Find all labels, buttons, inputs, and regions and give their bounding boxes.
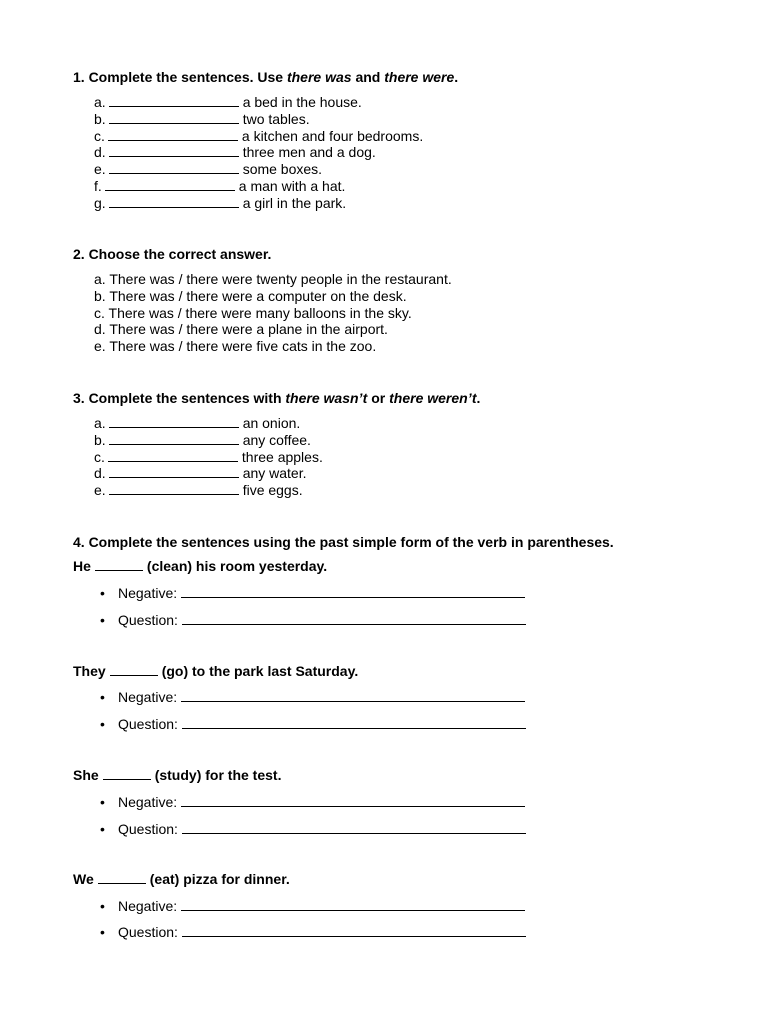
- negative-row: [100, 793, 525, 811]
- section-1-title-before: 1. Complete the sentences. Use: [73, 69, 287, 85]
- item-text: three apples.: [241, 448, 323, 465]
- stem-rest: (eat) pizza for dinner.: [149, 871, 290, 887]
- item-letter: c.: [94, 127, 105, 144]
- stem-subject: We: [73, 871, 94, 887]
- verb-blank[interactable]: [110, 663, 158, 676]
- answer-blank[interactable]: [109, 482, 239, 495]
- list-item: [94, 111, 423, 128]
- item-letter: b.: [94, 110, 106, 127]
- section-2-list: [94, 271, 452, 355]
- item-text: three men and a dog.: [242, 144, 376, 161]
- answer-blank[interactable]: [109, 195, 239, 208]
- question-row: [100, 611, 526, 629]
- item-letter: e.: [94, 161, 106, 178]
- stem-subject: He: [73, 558, 91, 574]
- item-letter: f.: [94, 177, 102, 194]
- bullet: •: [100, 612, 105, 628]
- item-letter: b.: [94, 287, 106, 304]
- negative-row: [100, 897, 525, 915]
- item-letter: c.: [94, 304, 105, 321]
- list-item: [94, 449, 323, 466]
- list-item: [94, 161, 423, 178]
- verb-blank[interactable]: [95, 558, 143, 571]
- negative-row: [100, 584, 525, 602]
- question-label: Question:: [118, 924, 178, 940]
- section-4-heading: 4. Complete the sentences using the past simple form of the verb in parentheses.: [73, 534, 614, 550]
- list-item: [94, 305, 452, 322]
- item-text: a kitchen and four bedrooms.: [241, 127, 424, 144]
- answer-blank[interactable]: [109, 415, 239, 428]
- question-answer-line[interactable]: [182, 821, 526, 834]
- item-text: some boxes.: [242, 161, 323, 178]
- section-1-heading: [73, 68, 458, 86]
- item-text: There was / there were twenty people in the restaurant.: [109, 271, 452, 287]
- question-row: [100, 820, 526, 838]
- section-3-title-after: .: [476, 390, 481, 406]
- item-text: any water.: [242, 465, 307, 482]
- item-letter: a.: [94, 271, 106, 287]
- bullet: •: [100, 716, 105, 732]
- list-item: [94, 415, 323, 432]
- section-3-list: [94, 415, 323, 499]
- list-item: [94, 338, 452, 355]
- question-label: Question:: [118, 716, 178, 732]
- negative-answer-line[interactable]: [181, 898, 525, 911]
- section-1-list: [94, 94, 423, 212]
- item-text: any coffee.: [242, 431, 311, 448]
- item-text: a bed in the house.: [242, 94, 362, 110]
- section-1-title-after: .: [454, 69, 459, 85]
- bullet: •: [100, 689, 105, 705]
- question-row: [100, 923, 526, 941]
- item-letter: a.: [94, 415, 106, 431]
- item-letter: c.: [94, 448, 105, 465]
- section-3-title-before: 3. Complete the sentences with: [73, 390, 286, 406]
- answer-blank[interactable]: [109, 161, 239, 174]
- exercise-stem: [73, 766, 281, 784]
- negative-answer-line[interactable]: [181, 585, 525, 598]
- item-text: There was / there were a computer on the desk.: [109, 287, 407, 304]
- negative-row: [100, 688, 525, 706]
- section-2-heading: 2. Choose the correct answer.: [73, 246, 272, 262]
- bullet: •: [100, 585, 105, 601]
- item-text: There was / there were a plane in the airport.: [109, 321, 388, 338]
- bullet: •: [100, 924, 105, 940]
- item-text: a man with a hat.: [238, 177, 346, 194]
- item-text: a girl in the park.: [242, 194, 347, 211]
- list-item: [94, 465, 323, 482]
- stem-rest: (study) for the test.: [154, 767, 282, 783]
- negative-answer-line[interactable]: [181, 794, 525, 807]
- negative-label: Negative:: [118, 585, 178, 601]
- item-letter: d.: [94, 465, 106, 482]
- exercise-stem: [73, 557, 327, 575]
- bullet: •: [100, 898, 105, 914]
- answer-blank[interactable]: [108, 449, 238, 462]
- question-label: Question:: [118, 821, 178, 837]
- item-text: five eggs.: [242, 482, 303, 499]
- question-answer-line[interactable]: [182, 716, 526, 729]
- item-letter: d.: [94, 144, 106, 161]
- answer-blank[interactable]: [109, 432, 239, 445]
- section-3-heading: [73, 389, 480, 407]
- section-1-title-em2: there were: [384, 69, 455, 85]
- question-row: [100, 715, 526, 733]
- item-text: an onion.: [242, 415, 301, 431]
- item-letter: a.: [94, 94, 106, 110]
- list-item: [94, 288, 452, 305]
- item-text: There was / there were five cats in the zoo.: [109, 338, 377, 355]
- item-text: two tables.: [242, 110, 310, 127]
- stem-rest: (clean) his room yesterday.: [146, 558, 328, 574]
- stem-subject: She: [73, 767, 99, 783]
- answer-blank[interactable]: [109, 465, 239, 478]
- list-item: [94, 195, 423, 212]
- list-item: [94, 94, 423, 111]
- question-label: Question:: [118, 612, 178, 628]
- negative-label: Negative:: [118, 689, 178, 705]
- answer-blank[interactable]: [105, 178, 235, 191]
- stem-rest: (go) to the park last Saturday.: [161, 663, 359, 679]
- item-letter: e.: [94, 338, 106, 355]
- list-item: [94, 432, 323, 449]
- answer-blank[interactable]: [109, 94, 239, 107]
- list-item: [94, 321, 452, 338]
- list-item: [94, 178, 423, 195]
- stem-subject: They: [73, 663, 106, 679]
- question-answer-line[interactable]: [182, 612, 526, 625]
- answer-blank[interactable]: [109, 111, 239, 124]
- bullet: •: [100, 794, 105, 810]
- verb-blank[interactable]: [98, 871, 146, 884]
- verb-blank[interactable]: [103, 767, 151, 780]
- answer-blank[interactable]: [109, 144, 239, 157]
- section-3-title-mid: or: [367, 390, 390, 406]
- section-3-title-em2: there weren’t: [389, 390, 477, 406]
- list-item: [94, 128, 423, 145]
- list-item: [94, 482, 323, 499]
- exercise-stem: [73, 870, 290, 888]
- item-letter: b.: [94, 431, 106, 448]
- item-letter: e.: [94, 482, 106, 499]
- answer-blank[interactable]: [108, 128, 238, 141]
- bullet: •: [100, 821, 105, 837]
- section-3-title-em1: there wasn’t: [285, 390, 368, 406]
- negative-label: Negative:: [118, 898, 178, 914]
- negative-answer-line[interactable]: [181, 689, 525, 702]
- list-item: [94, 144, 423, 161]
- section-1-title-em1: there was: [286, 69, 352, 85]
- item-letter: d.: [94, 321, 106, 338]
- item-text: There was / there were many balloons in the sky.: [108, 304, 412, 321]
- exercise-stem: [73, 662, 358, 680]
- negative-label: Negative:: [118, 794, 178, 810]
- list-item: [94, 271, 452, 288]
- question-answer-line[interactable]: [182, 924, 526, 937]
- item-letter: g.: [94, 194, 106, 211]
- section-1-title-mid: and: [351, 69, 385, 85]
